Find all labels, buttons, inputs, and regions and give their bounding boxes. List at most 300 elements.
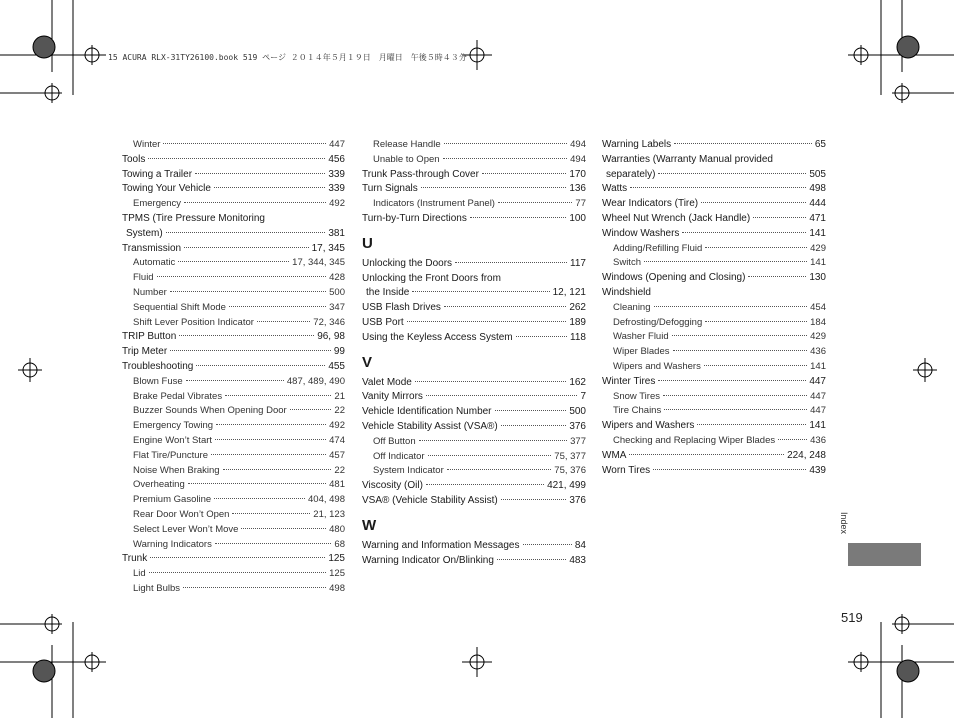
entry-page-ref[interactable]: 117 [570,257,586,269]
entry-page-ref[interactable]: 447 [809,375,826,387]
dot-leader [179,335,314,336]
index-entry[interactable] [362,390,586,405]
dot-leader [214,498,305,499]
entry-page-ref[interactable]: 141 [809,420,826,432]
entry-label: Fluid [133,272,154,284]
index-entry[interactable] [362,301,586,316]
entry-page-ref[interactable]: 376 [569,420,586,432]
entry-page-ref[interactable]: 447 [329,139,345,150]
index-subentry[interactable] [122,271,345,286]
dot-leader [653,469,806,470]
index-subentry[interactable] [122,301,345,316]
entry-label: Wear Indicators (Tire) [602,198,699,210]
entry-page-ref[interactable]: 17, 345 [311,242,345,254]
entry-label: Premium Gasoline [133,494,212,506]
index-entry[interactable] [362,554,586,569]
entry-page-ref[interactable]: 505 [809,168,826,180]
index-entry[interactable] [362,316,586,331]
index-subentry[interactable] [362,450,586,465]
entry-label: Unlocking the Doors [362,257,453,269]
entry-page-ref[interactable]: 436 [810,346,826,358]
entry-page-ref[interactable]: 100 [569,212,586,224]
entry-label: System) [126,227,163,239]
index-subentry[interactable] [362,464,586,479]
index-entry[interactable] [602,168,826,183]
dot-leader [149,572,326,573]
dot-leader [426,484,544,485]
entry-page-ref[interactable]: 480 [329,523,345,535]
entry-label: Washer Fluid [613,331,669,343]
index-subentry[interactable] [362,435,586,450]
entry-label: Using the Keyless Access System [362,331,513,343]
entry-label: Winter [133,139,161,150]
dot-leader [195,173,325,174]
entry-page-ref[interactable]: 224, 248 [787,449,826,461]
entry-page-ref[interactable]: 429 [810,331,826,343]
index-subentry[interactable] [362,153,586,168]
entry-label: Trip Meter [122,346,168,358]
entry-page-ref[interactable]: 339 [328,168,345,180]
entry-label: Tools [122,153,146,165]
index-subentry[interactable] [122,316,345,331]
entry-label: Turn-by-Turn Directions [362,212,467,224]
entry-label: Switch [613,257,641,269]
entry-label: Trunk Pass-through Cover [362,168,479,180]
entry-label: Tire Chains [613,405,662,417]
index-entry[interactable] [122,345,345,360]
entry-page-ref[interactable]: 162 [569,376,586,388]
index-subentry[interactable] [122,197,345,212]
entry-label: Adding/Refilling Fluid [613,242,703,254]
entry-label: Watts [602,183,628,195]
entry-page-ref[interactable]: 492 [329,420,345,432]
entry-label: Cleaning [613,301,651,313]
entry-page-ref[interactable]: 377 [570,435,586,447]
entry-page-ref[interactable]: 455 [328,360,345,372]
entry-label: System Indicator [373,465,444,477]
entry-page-ref[interactable]: 21 [334,390,345,402]
index-entry[interactable] [362,376,586,391]
dot-leader [428,455,552,456]
entry-page-ref[interactable]: 381 [328,227,345,239]
dot-leader [658,380,806,381]
dot-leader [166,232,326,233]
index-subentry[interactable] [362,138,586,153]
index-entry[interactable] [602,182,826,197]
entry-label: Winter Tires [602,375,656,387]
dot-leader [148,158,325,159]
print-header: 15 ACURA RLX-31TY26100.book 519 ページ ２０１４年５月１９日 月曜日 午後５時４３分 [108,53,467,62]
entry-page-ref[interactable]: 494 [570,153,586,165]
entry-label: Emergency [133,198,182,210]
dot-leader [216,424,326,425]
entry-label: Wipers and Washers [613,360,701,372]
entry-page-ref[interactable]: 421, 499 [547,480,586,492]
index-tab-label: Index [839,512,849,535]
dot-leader [697,424,806,425]
dot-leader [654,306,808,307]
index-subentry[interactable] [602,434,826,449]
entry-label: Snow Tires [613,390,660,402]
index-entry[interactable] [602,375,826,390]
index-subentry[interactable] [602,330,826,345]
entry-label: separately) [606,168,656,180]
entry-page-ref[interactable]: 347 [329,301,345,313]
index-column-3 [602,138,826,478]
dot-leader [497,559,566,560]
index-entry[interactable] [602,138,826,153]
dot-leader [444,306,566,307]
index-entry[interactable] [602,464,826,479]
entry-label: TRIP Button [122,331,177,343]
index-subentry[interactable] [122,375,345,390]
entry-page-ref[interactable]: 498 [329,582,345,594]
dot-leader [150,557,325,558]
dot-leader [495,410,567,411]
dot-leader [516,336,567,337]
entry-label: Emergency Towing [133,420,214,432]
entry-page-ref[interactable]: 456 [328,153,345,165]
dot-leader [290,409,332,410]
entry-label: Vehicle Identification Number [362,406,492,418]
entry-page-ref[interactable]: 429 [810,242,826,254]
entry-page-ref[interactable]: 439 [809,464,826,476]
entry-page-ref[interactable]: 457 [329,449,345,461]
entry-page-ref[interactable]: 500 [329,286,345,298]
dot-leader [501,499,567,500]
page-number: 519 [841,610,863,625]
index-subentry[interactable] [122,538,345,553]
dot-leader [672,335,808,336]
entry-label: Lid [133,568,146,580]
dot-leader [421,187,567,188]
entry-label: Windshield [602,286,651,298]
section-letter: V [362,353,373,371]
dot-leader [523,544,572,545]
dot-leader [447,469,552,470]
entry-page-ref[interactable]: 75, 377 [554,450,586,462]
entry-page-ref[interactable]: 17, 344, 345 [292,257,345,269]
entry-page-ref[interactable]: 136 [569,183,586,195]
dot-leader [482,173,566,174]
dot-leader [184,247,309,248]
entry-label: Warning and Information Messages [362,539,520,551]
entry-page-ref[interactable]: 75, 376 [554,465,586,477]
dot-leader [455,262,567,263]
entry-page-ref[interactable]: 22 [334,405,345,417]
entry-page-ref[interactable]: 339 [328,183,345,195]
entry-label: Wheel Nut Wrench (Jack Handle) [602,212,751,224]
dot-leader [630,187,806,188]
entry-page-ref[interactable]: 68 [334,538,345,550]
dot-leader [705,247,807,248]
entry-page-ref[interactable]: 125 [329,568,345,580]
entry-label: Window Washers [602,227,680,239]
entry-label: Indicators (Instrument Panel) [373,198,495,210]
entry-page-ref[interactable]: 492 [329,198,345,210]
entry-label: Windows (Opening and Closing) [602,272,746,284]
entry-label: Vehicle Stability Assist (VSA®) [362,420,498,432]
entry-label: Warning Labels [602,139,672,150]
entry-label: Towing a Trailer [122,168,193,180]
index-subentry[interactable] [122,508,345,523]
index-entry[interactable] [362,331,586,346]
dot-leader [426,395,578,396]
entry-label: Off Button [373,435,416,447]
entry-page-ref[interactable]: 189 [569,316,586,328]
index-entry[interactable] [122,552,345,567]
entry-page-ref[interactable]: 7 [580,391,586,403]
entry-page-ref[interactable]: 141 [810,360,826,372]
entry-page-ref[interactable]: 404, 498 [308,494,345,506]
dot-leader [748,276,806,277]
entry-page-ref[interactable]: 494 [570,139,586,150]
index-entry[interactable] [122,242,345,257]
index-subentry[interactable] [122,567,345,582]
entry-page-ref[interactable]: 72, 346 [313,316,345,328]
index-subentry[interactable] [602,360,826,375]
entry-label: Vanity Mirrors [362,391,423,403]
dot-leader [196,365,325,366]
index-entry[interactable] [362,405,586,420]
entry-label: Troubleshooting [122,360,194,372]
entry-page-ref[interactable]: 12, 121 [552,287,586,299]
dot-leader [241,528,326,529]
dot-leader [214,187,325,188]
entry-page-ref[interactable]: 141 [810,257,826,269]
index-subentry[interactable] [602,345,826,360]
index-subentry[interactable] [602,404,826,419]
dot-leader [682,232,806,233]
dot-leader [701,202,806,203]
entry-label: Rear Door Won’t Open [133,508,230,520]
index-subentry[interactable] [122,419,345,434]
dot-leader [223,469,332,470]
index-side-tab [848,543,921,566]
index-subentry[interactable] [122,138,345,153]
index-subentry[interactable] [602,301,826,316]
dot-leader [184,202,326,203]
index-entry[interactable] [602,449,826,464]
index-entry[interactable] [362,420,586,435]
entry-label: Engine Won’t Start [133,434,213,446]
entry-label: Buzzer Sounds When Opening Door [133,405,287,417]
entry-label: Select Lever Won’t Move [133,523,239,535]
entry-label: Light Bulbs [133,582,181,594]
index-entry[interactable] [362,257,586,272]
index-subentry[interactable] [122,478,345,493]
index-entry[interactable] [362,286,586,301]
dot-leader [415,381,566,382]
index-subentry[interactable] [122,286,345,301]
entry-label: Warning Indicators [133,538,212,550]
index-entry[interactable] [122,360,345,375]
index-subentry[interactable] [602,256,826,271]
dot-leader [644,261,807,262]
entry-label: Release Handle [373,139,441,150]
entry-label: Worn Tires [602,464,651,476]
dot-leader [663,395,807,396]
index-subentry[interactable] [122,256,345,271]
index-entry[interactable] [362,212,586,227]
entry-page-ref[interactable]: 471 [809,212,826,224]
entry-page-ref[interactable]: 428 [329,272,345,284]
index-subentry[interactable] [122,449,345,464]
entry-label: the Inside [366,287,410,299]
dot-leader [704,365,807,366]
index-entry[interactable] [362,168,586,183]
index-entry[interactable] [122,227,345,242]
entry-label: Shift Lever Position Indicator [133,316,254,328]
entry-page-ref[interactable]: 22 [334,464,345,476]
entry-label: Checking and Replacing Wiper Blades [613,434,776,446]
dot-leader [183,587,326,588]
index-entry[interactable] [602,271,826,286]
entry-label: Overheating [133,479,185,491]
entry-label: TPMS (Tire Pressure Monitoring [122,212,265,224]
index-subentry[interactable] [602,390,826,405]
index-column-2 [362,138,586,568]
entry-label: USB Port [362,316,404,328]
entry-page-ref[interactable]: 65 [814,139,826,150]
index-entry[interactable] [362,272,586,287]
dot-leader [673,350,808,351]
dot-leader [778,439,807,440]
index-entry[interactable] [602,212,826,227]
section-letter: U [362,234,373,252]
index-subentry[interactable] [122,464,345,479]
index-entry[interactable] [602,227,826,242]
dot-leader [186,380,284,381]
entry-page-ref[interactable]: 141 [809,227,826,239]
entry-label: Unable to Open [373,153,440,165]
index-entry[interactable] [362,494,586,509]
dot-leader [753,217,806,218]
dot-leader [419,440,568,441]
index-subentry[interactable] [122,523,345,538]
entry-label: Number [133,286,167,298]
index-subentry[interactable] [602,316,826,331]
entry-label: WMA [602,449,627,461]
entry-page-ref[interactable]: 84 [574,539,586,551]
entry-page-ref[interactable]: 96, 98 [317,331,345,343]
entry-label: Automatic [133,257,176,269]
index-entry[interactable] [602,197,826,212]
dot-leader [157,276,327,277]
dot-leader [658,173,806,174]
entry-page-ref[interactable]: 436 [810,434,826,446]
dot-leader [407,321,567,322]
index-entry[interactable] [602,153,826,168]
index-subentry[interactable] [122,390,345,405]
entry-page-ref[interactable]: 77 [575,198,586,210]
index-entry[interactable] [122,182,345,197]
dot-leader [444,143,568,144]
entry-page-ref[interactable]: 444 [809,198,826,210]
index-entry[interactable] [362,479,586,494]
dot-leader [664,409,807,410]
dot-leader [705,321,807,322]
entry-label: Transmission [122,242,182,254]
dot-leader [501,425,567,426]
index-entry[interactable] [122,168,345,183]
index-entry[interactable] [362,539,586,554]
index-column-1 [122,138,345,597]
entry-page-ref[interactable]: 447 [810,405,826,417]
entry-page-ref[interactable]: 262 [569,302,586,314]
section-letter: W [362,516,377,534]
dot-leader [215,439,326,440]
entry-page-ref[interactable]: 184 [810,316,826,328]
dot-leader [170,350,331,351]
entry-page-ref[interactable]: 481 [329,479,345,491]
dot-leader [215,543,332,544]
entry-page-ref[interactable]: 125 [328,553,345,565]
index-subentry[interactable] [602,242,826,257]
entry-label: Trunk [122,553,148,565]
entry-label: Viscosity (Oil) [362,480,423,492]
entry-page-ref[interactable]: 447 [810,390,826,402]
entry-label: Warning Indicator On/Blinking [362,554,494,566]
dot-leader [443,158,568,159]
dot-leader [498,202,572,203]
index-subentry[interactable] [122,434,345,449]
entry-label: VSA® (Vehicle Stability Assist) [362,494,498,506]
index-entry[interactable] [362,182,586,197]
entry-label: Brake Pedal Vibrates [133,390,223,402]
entry-page-ref[interactable]: 498 [809,183,826,195]
index-subentry[interactable] [122,493,345,508]
entry-label: Unlocking the Front Doors from [362,272,501,284]
entry-label: USB Flash Drives [362,302,441,314]
index-entry[interactable] [122,330,345,345]
entry-page-ref[interactable]: 99 [333,346,345,358]
dot-leader [629,454,784,455]
index-entry[interactable] [602,419,826,434]
entry-page-ref[interactable]: 170 [569,168,586,180]
entry-page-ref[interactable]: 500 [569,406,586,418]
dot-leader [229,306,326,307]
entry-page-ref[interactable]: 454 [810,301,826,313]
entry-label: Valet Mode [362,376,412,388]
entry-label: Flat Tire/Puncture [133,449,208,461]
index-subentry[interactable] [362,197,586,212]
entry-page-ref[interactable]: 118 [570,331,586,343]
entry-page-ref[interactable]: 483 [569,554,586,566]
dot-leader [211,454,326,455]
entry-page-ref[interactable]: 487, 489, 490 [286,375,345,387]
entry-page-ref[interactable]: 130 [809,272,826,284]
entry-page-ref[interactable]: 376 [569,494,586,506]
entry-label: Blown Fuse [133,375,183,387]
dot-leader [470,217,566,218]
index-subentry[interactable] [122,582,345,597]
entry-page-ref[interactable]: 21, 123 [313,508,345,520]
entry-page-ref[interactable]: 474 [329,434,345,446]
dot-leader [170,291,326,292]
dot-leader [188,483,326,484]
entry-label: Towing Your Vehicle [122,183,211,195]
index-subentry[interactable] [122,404,345,419]
index-entry[interactable] [122,153,345,168]
dot-leader [412,291,549,292]
entry-label: Wiper Blades [613,346,670,358]
entry-label: Sequential Shift Mode [133,301,226,313]
entry-label: Defrosting/Defogging [613,316,703,328]
index-entry[interactable] [602,286,826,301]
index-entry[interactable] [122,212,345,227]
dot-leader [178,261,289,262]
